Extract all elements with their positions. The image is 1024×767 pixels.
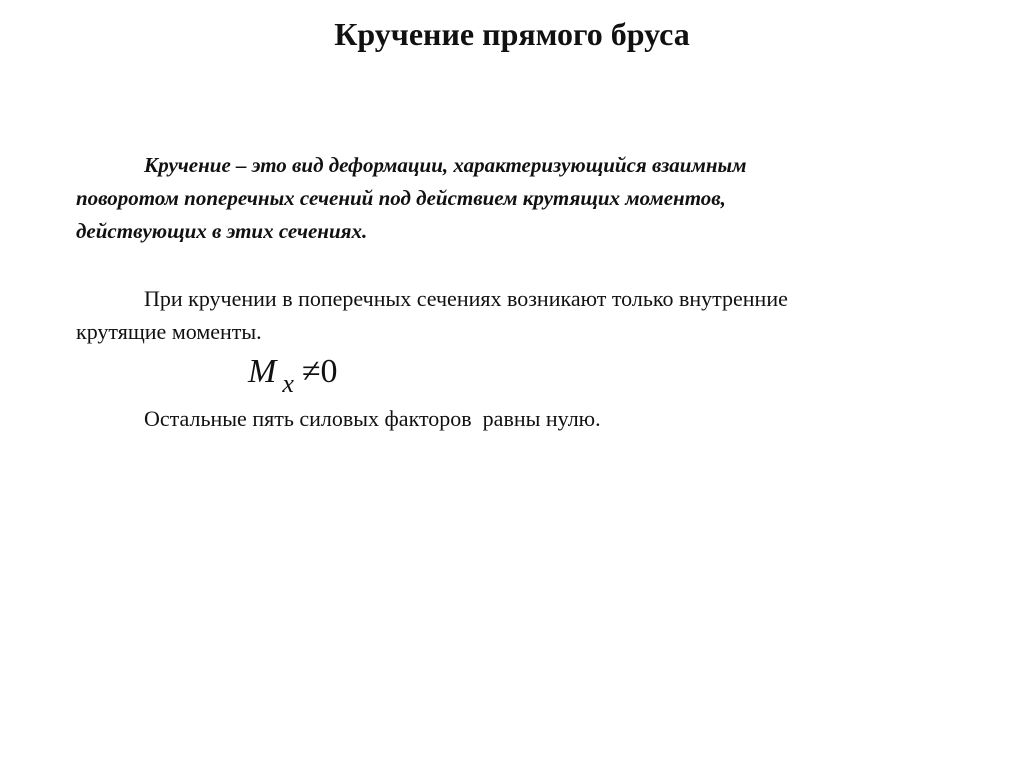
statement-line: крутящие моменты. [76,319,262,344]
remainder-text: Остальные пять силовых факторов равны нулю. [144,406,601,431]
definition-line: Кручение – это вид деформации, характеризующийся взаимным [144,153,747,177]
definition-line: действующих в этих сечениях. [76,219,368,243]
definition-paragraph [76,149,956,248]
statement-line: При кручении в поперечных сечениях возникают только внутренние [144,286,788,311]
torque-formula [248,350,338,398]
statement-paragraph [76,282,956,348]
formula-symbol: M [248,353,277,390]
formula-relation: ≠ [301,353,321,390]
formula-subscript: x [282,369,294,398]
definition-line: поворотом поперечных сечений под действием крутящих моментов, [76,186,726,210]
slide-title: Кручение прямого бруса [334,16,690,52]
formula-value: 0 [320,353,338,390]
